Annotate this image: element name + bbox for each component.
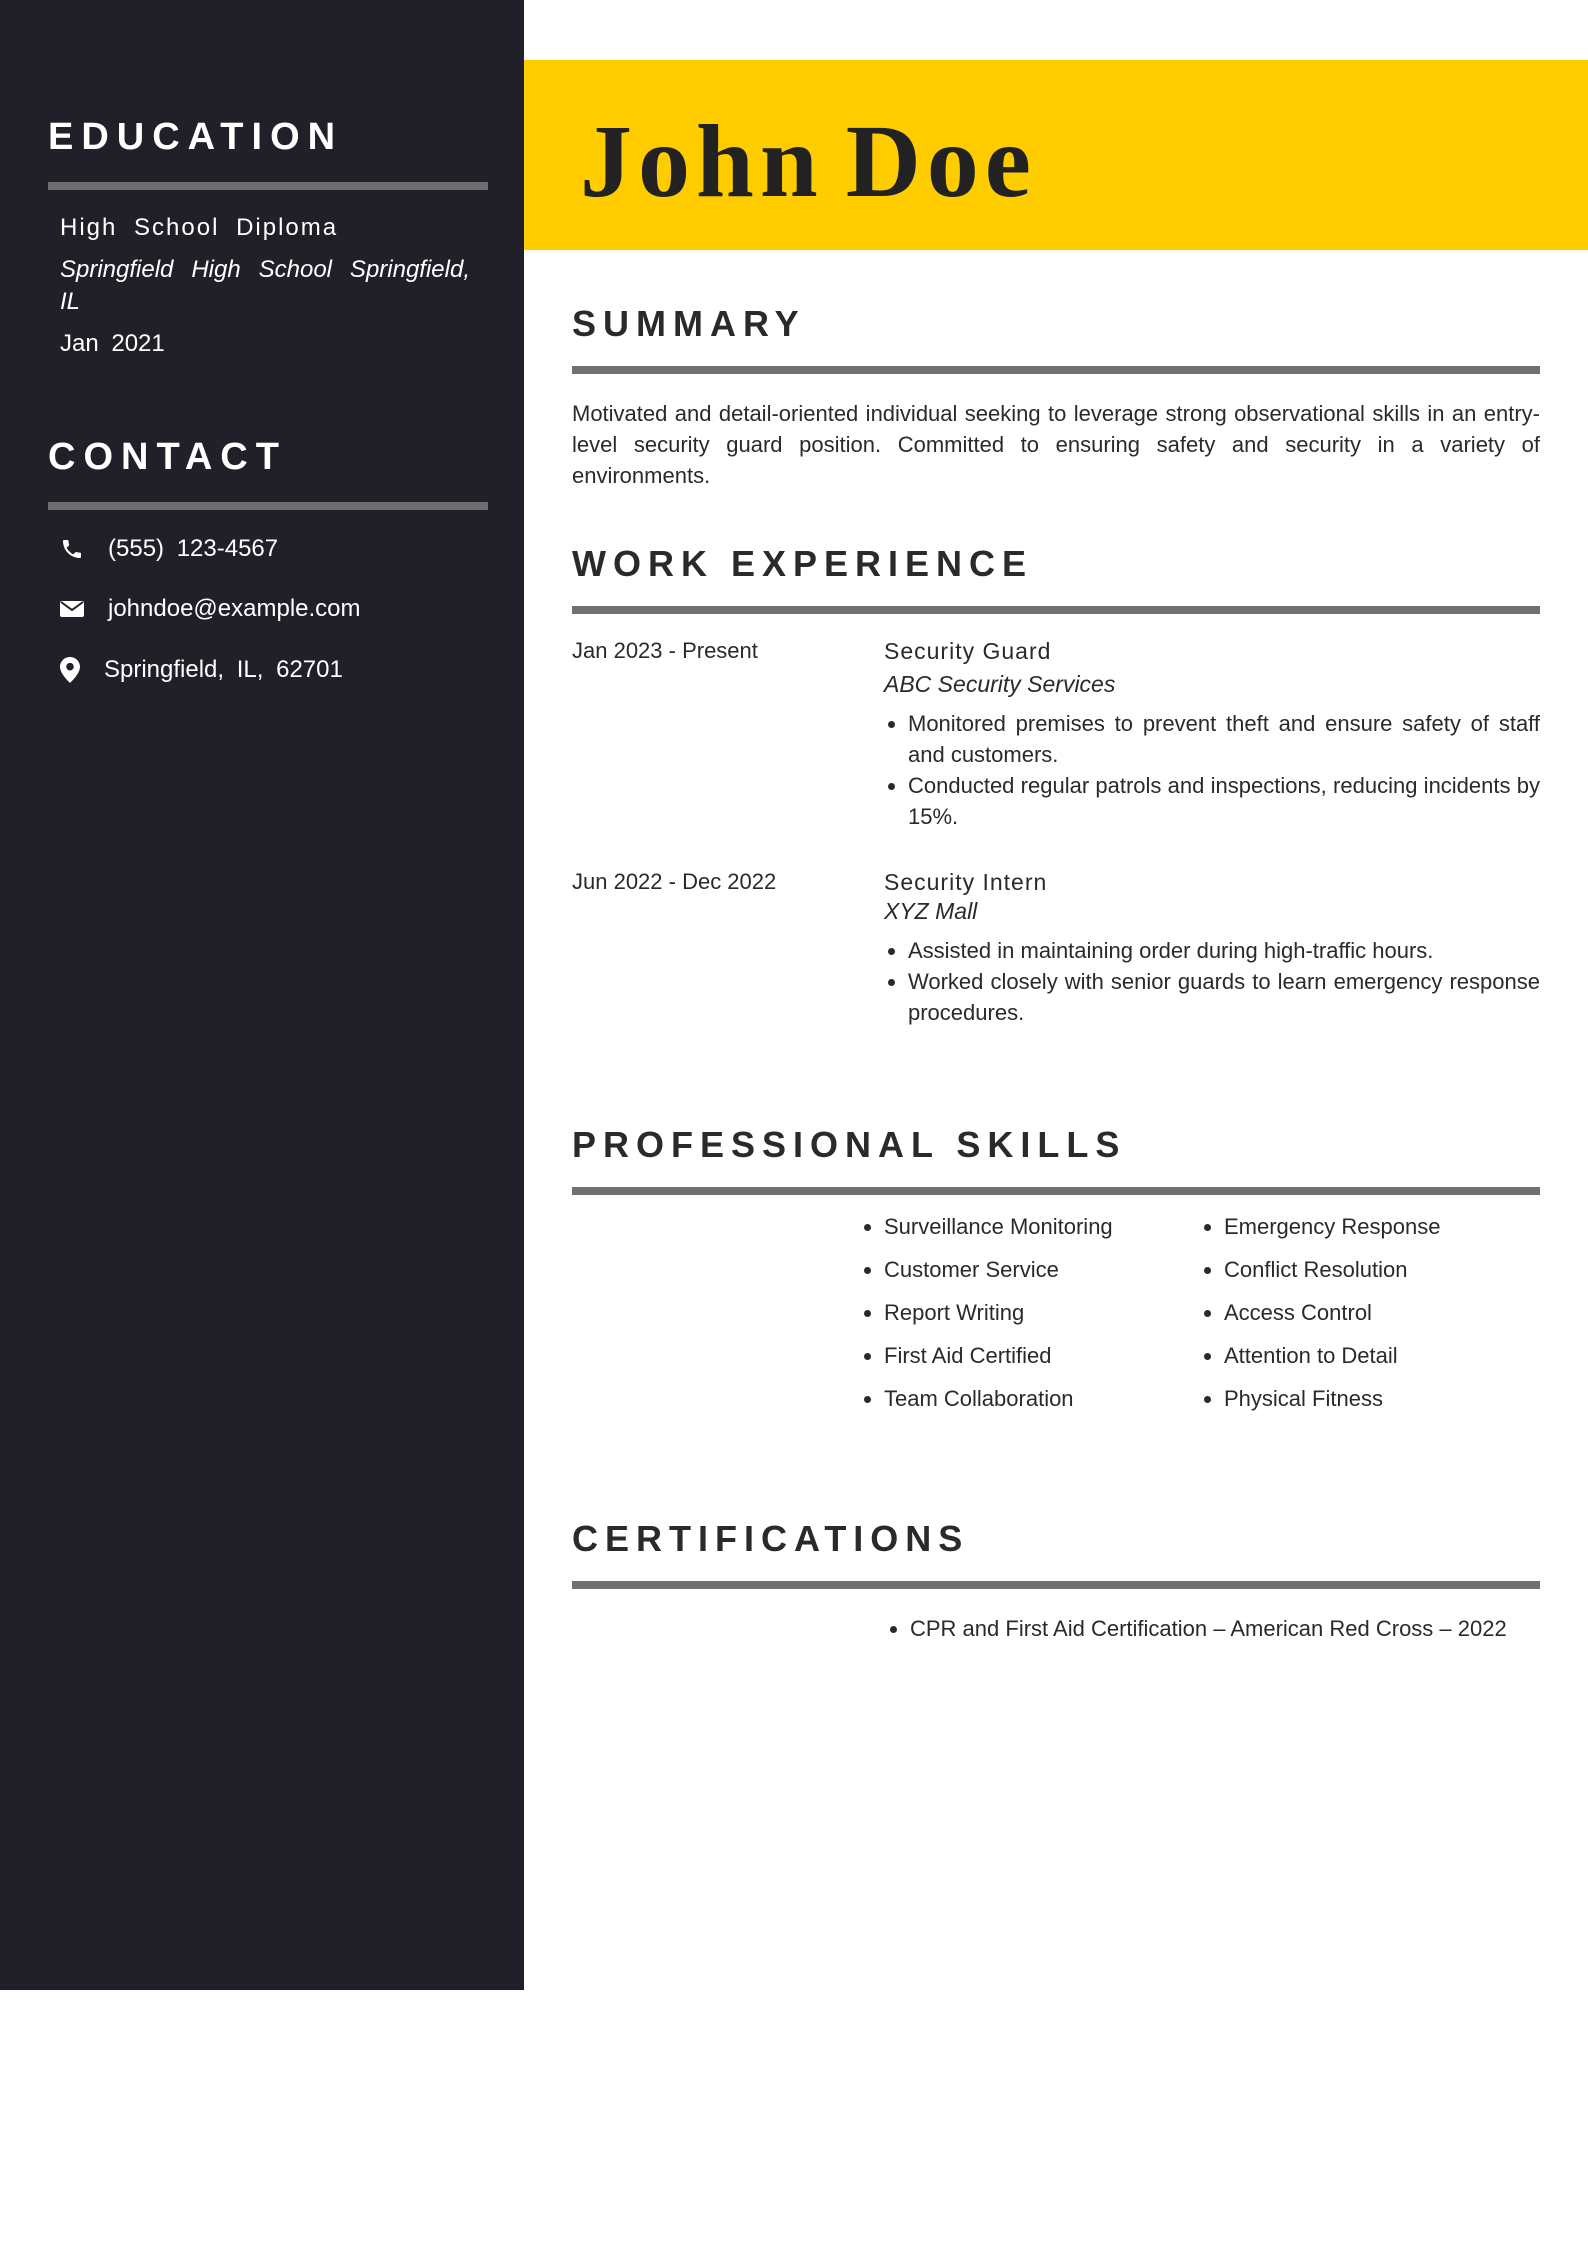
education-divider: [48, 182, 488, 190]
last-name: Doe: [845, 104, 1037, 219]
education-section: [48, 118, 488, 358]
certifications-heading: CERTIFICATIONS: [572, 1518, 970, 1559]
job-company: XYZ Mall: [884, 898, 978, 924]
contact-section: [48, 438, 488, 687]
job-bullet: • Worked closely with senior guards to learn emergency response procedures.: [908, 966, 1540, 1028]
skills-column-right: [1198, 1205, 1440, 1420]
skill-item: • Team Collaboration: [884, 1377, 1113, 1420]
education-entry: [48, 214, 488, 358]
job-dates: Jun 2022 - Dec 2022: [572, 869, 777, 894]
summary-heading: SUMMARY: [572, 303, 806, 344]
summary-divider: [572, 366, 1540, 374]
job-bullet: • Monitored premises to prevent theft and ensure safety of staff and customers.: [908, 708, 1540, 770]
job-title: Security Intern: [884, 869, 1048, 895]
job-company: ABC Security Services: [884, 671, 1116, 697]
job-entry: [572, 638, 1540, 838]
experience-section: [572, 543, 1540, 1069]
skill-item: • Emergency Response: [1224, 1205, 1440, 1248]
job-entry: [572, 869, 1540, 1069]
certifications-divider: [572, 1581, 1540, 1589]
job-bullets: [884, 935, 1540, 1028]
job-details: [884, 638, 1540, 832]
certifications-list: [572, 1613, 1540, 1644]
skills-section: [572, 1124, 1540, 1419]
job-bullet: • Assisted in maintaining order during high-traffic hours.: [908, 935, 1540, 966]
contact-divider: [48, 502, 488, 510]
skill-item: • Surveillance Monitoring: [884, 1205, 1113, 1248]
candidate-name: [580, 104, 1037, 219]
job-title: Security Guard: [884, 638, 1052, 664]
skills-column-left: [858, 1205, 1113, 1420]
summary-section: [572, 303, 1540, 491]
education-degree: High School Diploma: [60, 214, 339, 241]
sidebar: [0, 0, 524, 1990]
contact-location: Springfield, IL, 62701: [104, 656, 343, 683]
education-date: Jan 2021: [60, 330, 165, 357]
contact-email[interactable]: johndoe@example.com: [108, 595, 361, 622]
certification-item: • CPR and First Aid Certification – American Red Cross – 2022: [910, 1613, 1540, 1644]
skill-item: • First Aid Certified: [884, 1334, 1113, 1377]
contact-email-row: [48, 592, 488, 626]
skills-divider: [572, 1187, 1540, 1195]
skill-item: • Physical Fitness: [1224, 1377, 1440, 1420]
job-dates: Jan 2023 - Present: [572, 638, 758, 663]
envelope-icon: [60, 599, 94, 619]
skill-item: • Customer Service: [884, 1248, 1113, 1291]
experience-heading: WORK EXPERIENCE: [572, 543, 1034, 584]
contact-phone-row: [48, 532, 488, 566]
contact-location-row: [48, 653, 488, 687]
certifications-section: [572, 1518, 1540, 1644]
skill-item: • Access Control: [1224, 1291, 1440, 1334]
experience-divider: [572, 606, 1540, 614]
skill-item: • Attention to Detail: [1224, 1334, 1440, 1377]
skills-heading: PROFESSIONAL SKILLS: [572, 1124, 1127, 1165]
name-banner: [524, 60, 1588, 250]
contact-phone: (555) 123-4567: [108, 535, 279, 562]
education-heading: EDUCATION: [48, 116, 344, 158]
skill-item: • Report Writing: [884, 1291, 1113, 1334]
job-bullets: [884, 708, 1540, 832]
first-name: John: [580, 104, 824, 219]
map-pin-icon: [60, 657, 90, 683]
skills-grid: [572, 1214, 1540, 1419]
job-details: [884, 869, 1540, 1028]
skill-item: • Conflict Resolution: [1224, 1248, 1440, 1291]
education-school: Springfield High School Springfield, IL: [60, 256, 470, 315]
job-bullet: • Conducted regular patrols and inspections, reducing incidents by 15%.: [908, 770, 1540, 832]
phone-icon: [60, 537, 94, 561]
contact-heading: CONTACT: [48, 436, 287, 478]
summary-text: Motivated and detail-oriented individual seeking to leverage strong observational skills in an entry-level security guard position. Committed to ensuring safety and security in a variety of environments.: [572, 401, 1540, 488]
